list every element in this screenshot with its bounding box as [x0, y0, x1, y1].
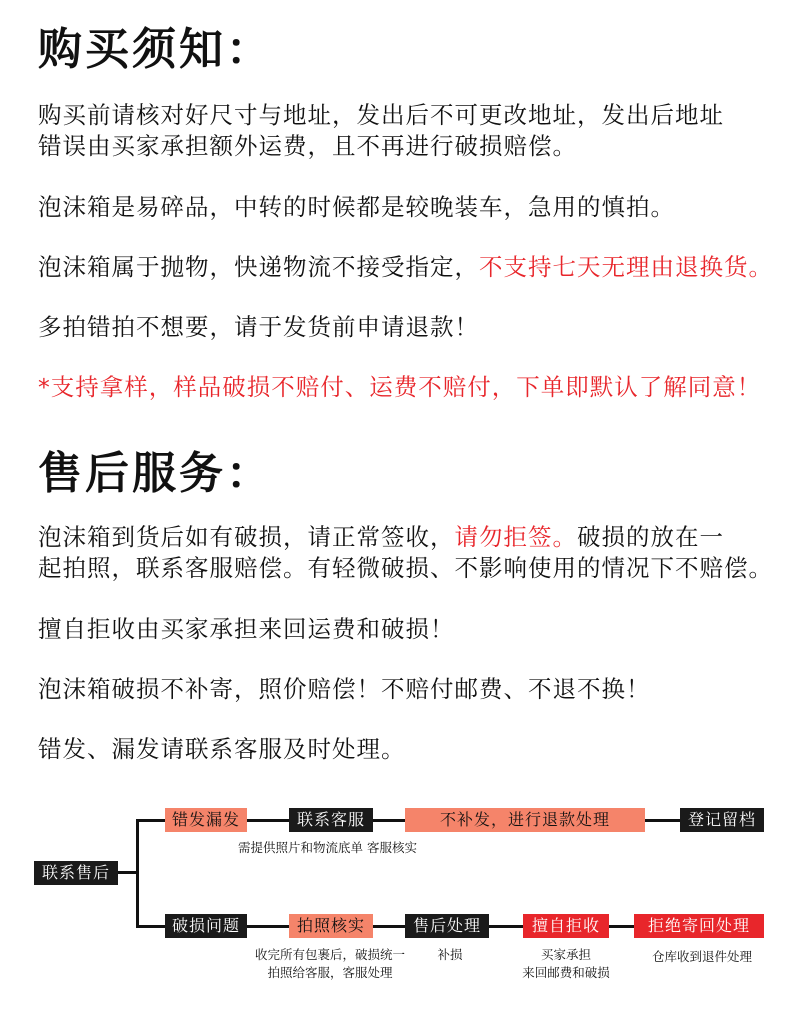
p3-normal-text: 泡沫箱属于抛物，快递物流不接受指定，: [38, 253, 479, 281]
row2-step2-box: 拍照核实: [289, 914, 373, 938]
row1-step4-box: 登记留档: [680, 808, 764, 832]
after-sales-paragraph-4: 错发、漏发请联系客服及时处理。: [38, 735, 406, 763]
purchase-notice-paragraph-2: 泡沫箱是易碎品，中转的时候都是较晚装车，急用的慎拍。: [38, 193, 675, 221]
purchase-notice-paragraph-4: 多拍错拍不想要，请于发货前申请退款！: [38, 313, 479, 341]
after-sales-p1-red: 请勿拒签。: [454, 523, 577, 551]
after-sales-paragraph-3: 泡沫箱破损不补寄，照价赔偿！不赔付邮费、不退不换！: [38, 675, 651, 703]
purchase-notice-heading: 购买须知：: [38, 24, 273, 75]
root-box: 联系售后: [34, 861, 118, 885]
after-sales-paragraph-2: 擅自拒收由买家承担来回运费和破损！: [38, 615, 455, 643]
row2-note-b: 补损: [437, 947, 463, 962]
row2-note-a-line2: 拍照给客服，客服处理: [267, 965, 393, 980]
purchase-notice-p1-line1: 购买前请核对好尺寸与地址，发出后不可更改地址，发出后地址: [38, 101, 724, 129]
row2-step5-box: 拒绝寄回处理: [634, 914, 764, 938]
purchase-notice-paragraph-3: [38, 252, 780, 283]
row1-step2-box: 联系客服: [289, 808, 373, 832]
row2-note-a: [242, 946, 418, 982]
after-sales-p1-line2: 起拍照，联系客服赔偿。有轻微破损、不影响使用的情况下不赔偿。: [38, 554, 773, 582]
row2-note-c-line1: 买家承担: [540, 947, 591, 962]
row1-step1-box: 错发漏发: [165, 808, 247, 832]
after-sales-paragraph-1: [38, 522, 780, 584]
row2-note-c-line2: 来回邮费和破损: [522, 965, 610, 980]
row2-step3-box: 售后处理: [405, 914, 489, 938]
row2-step4-box: 擅自拒收: [523, 914, 609, 938]
after-sales-p1-part2: 破损的放在一: [577, 523, 724, 551]
after-sales-p1-part1: 泡沫箱到货后如有破损，请正常签收，: [38, 523, 455, 551]
p3-red-text: 不支持七天无理由退换货。: [479, 253, 773, 281]
row2-note-d: 仓库收到退件处理: [651, 949, 752, 964]
purchase-notice-paragraph-5: *支持拿样，样品破损不赔付、运费不赔付，下单即默认了解同意！: [38, 373, 762, 401]
row2-note-a-line1: 收完所有包裹后，破损统一: [254, 947, 405, 962]
root-connector: [118, 871, 138, 874]
purchase-notice-paragraph-1: [38, 100, 780, 162]
row1-note: 需提供照片和物流底单 客服核实: [238, 840, 417, 855]
purchase-notice-p1-line2: 错误由买家承担额外运费，且不再进行破损赔偿。: [38, 132, 577, 160]
row1-step3-box: 不补发，进行退款处理: [405, 808, 645, 832]
branch-vertical-line: [136, 819, 139, 928]
row2-note-c: [510, 946, 622, 982]
row2-step1-box: 破损问题: [165, 914, 247, 938]
after-sales-p1-line1: [38, 522, 780, 553]
after-sales-heading: 售后服务：: [38, 448, 273, 499]
